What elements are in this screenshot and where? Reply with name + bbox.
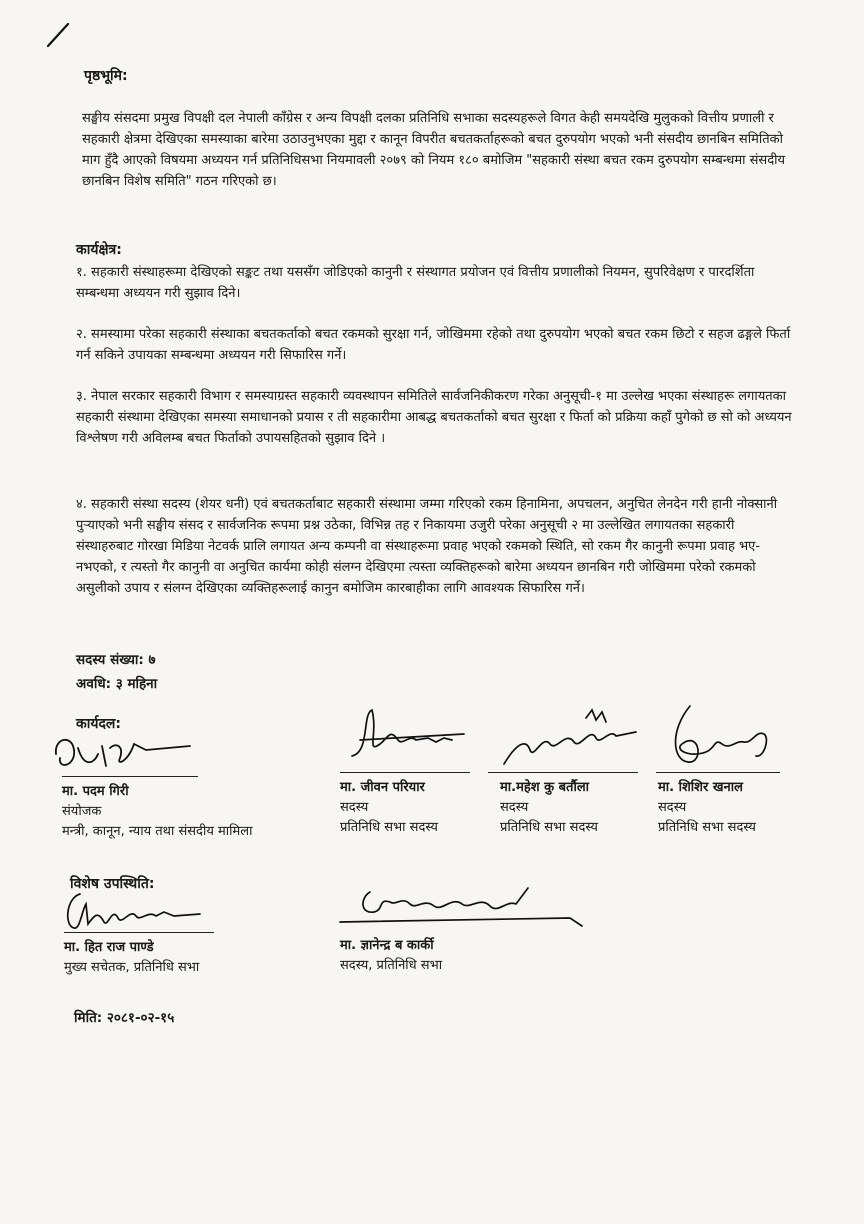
signature-hit-raj-pande [60,890,220,936]
signature-jiwan-pariyar [340,704,480,768]
signature-padam-giri [50,724,200,780]
scope-heading: कार्यक्षेत्र: [76,242,122,258]
background-paragraph: सङ्घीय संसदमा प्रमुख विपक्षी दल नेपाली काँग्रेस र अन्य विपक्षी दलका प्रतिनिधि सभाका सदस्यहरूले विगत केही समयदेखि मुलुकको वित्तीय प्रणाली र सहकारी क्षेत्रमा देखिएका समस्याका बारेमा उठाउनुभएका मुद्दा र कानून विपरीत बचतकर्ताहरूको बचत दुरुपयोग भएको भनी संसदीय छानबिन समितिको माग हुँदै आएको विषयमा अध्ययन गर्न प्रतिनिधिसभा नियमावली २०७९ को नियम १८० बमोजिम "सहकारी संस्था बचत रकम दुरुपयोग सम्बन्धमा संसदीय छानबिन विशेष समिति" गठन गरिएको छ। [82,111,786,189]
taskforce-heading: कार्यदल: [76,716,122,732]
signature-mahesh-bartaula [496,704,646,774]
pen-stroke-mark [44,20,74,50]
duration: अवधि: ३ महिना [76,676,158,692]
special-member-1: मा. हित राज पाण्डे मुख्य सचेतक, प्रतिनिधि सभा [64,940,200,975]
scope-item-1: १. सहकारी संस्थाहरूमा देखिएको सङ्कट तथा यससँग जोडिएको कानुनी र संस्थागत प्रयोजन एवं वित्तीय प्रणालीको नियमन, सुपरिवेक्षण र पारदर्शिता सम्बन्धमा अध्ययन गरी सुझाव दिने। [76,265,755,301]
members-count: सदस्य संख्या: ७ [76,652,156,668]
signature-shishir-khanal [660,700,780,774]
taskforce-member-4: मा. शिशिर खनाल सदस्य प्रतिनिधि सभा सदस्य [658,780,756,835]
taskforce-member-2: मा. जीवन परियार सदस्य प्रतिनिधि सभा सदस्य [340,780,438,835]
background-heading: पृष्ठभूमि: [84,68,128,84]
scope-item-2: २. समस्यामा परेका सहकारी संस्थाका बचतकर्ताको बचत रकमको सुरक्षा गर्न, जोखिममा रहेको तथा दुरुपयोग भएको बचत रकम छिटो र सहज ढङ्गले फिर्ता गर्न सकिने उपायका सम्बन्धमा अध्ययन गरी सिफारिस गर्ने। [76,327,791,363]
scope-item-4: ४. सहकारी संस्था सदस्य (शेयर धनी) एवं बचतकर्ताबाट सहकारी संस्थामा जम्मा गरिएको रकम हिनामिना, अपचलन, अनुचित लेनदेन गरी हानी नोक्सानी पुऱ्याएको भनी सङ्घीय संसद र सार्वजनिक रूपमा प्रश्न उठेका, विभिन्न तह र निकायमा उजुरी परेका अनुसूची २ मा उल्लेखित लगायतका सहकारी संस्थाहरुबाट गोरखा मिडिया नेटवर्क प्रालि लगायत अन्य कम्पनी वा संस्थाहरूमा प्रवाह भएको रकमको स्थिति, सो रकम गैर कानुनी रूपमा प्रवाह भए-नभएको, र त्यस्तो गैर कानुनी वा अनुचित कार्यमा कोही संलग्न देखिएमा त्यस्ता व्यक्तिहरूको बारेमा अध्ययन छानबिन गरी जोखिममा परेको रकमको असुलीको उपाय र संलग्न देखिएका व्यक्तिहरूलाई कानुन बमोजिम कारबाहीका लागि आवश्यक सिफारिस गर्ने। [76,497,778,596]
special-heading: विशेष उपस्थिति: [70,876,155,892]
taskforce-member-1: मा. पदम गिरी संयोजक मन्त्री, कानून, न्याय तथा संसदीय मामिला [62,784,253,839]
scope-item-3: ३. नेपाल सरकार सहकारी विभाग र समस्याग्रस्त सहकारी व्यवस्थापन समितिले सार्वजनिकीकरण गरेका अनुसूची-१ मा उल्लेख भएका संस्थाहरू लगायतका सहकारी संस्थामा देखिएका समस्या समाधानको प्रयास र ती सहकारीमा आबद्ध बचतकर्ताको बचत सुरक्षा र फिर्ता को प्रक्रिया कहाँ पुगेको छ सो को अध्ययन विश्लेषण गरी अविलम्ब बचत फिर्ताको उपायसहितको सुझाव दिने । [76,389,792,446]
special-member-2: मा. ज्ञानेन्द्र ब कार्की सदस्य, प्रतिनिधि सभा [340,938,443,973]
taskforce-member-3: मा.महेश कु बर्तौला सदस्य प्रतिनिधि सभा सदस्य [500,780,598,835]
document-date: मिति: २०८१-०२-१५ [74,1010,175,1026]
signature-gyanendra-karki [330,878,590,936]
